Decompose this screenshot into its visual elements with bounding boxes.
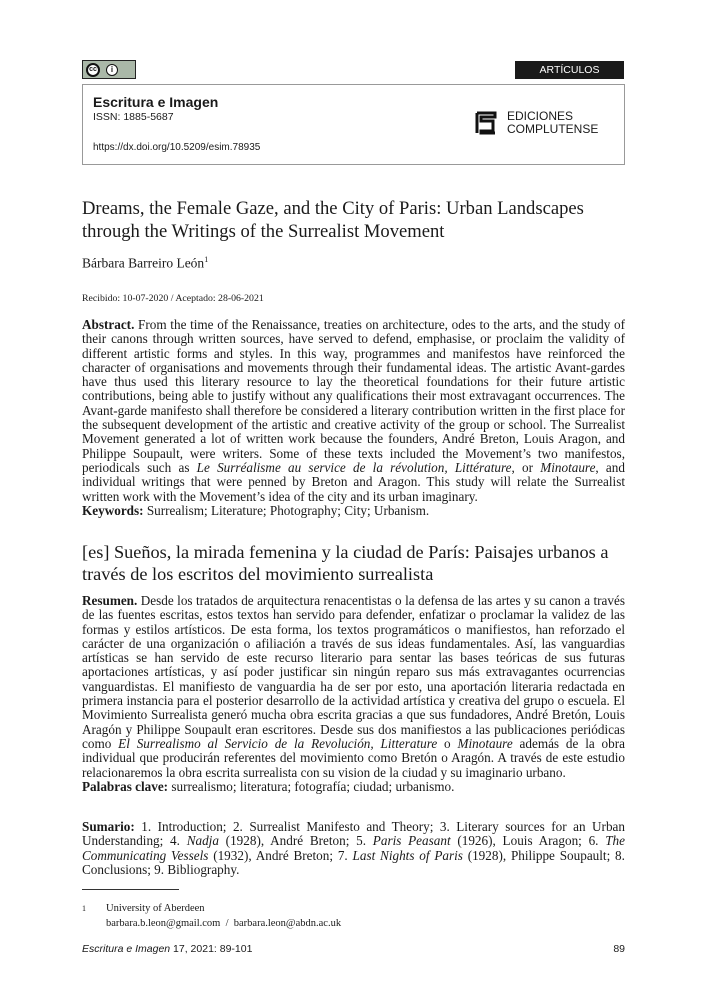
abstract-italic: Minotaure xyxy=(540,459,596,475)
abstract-label: Abstract. xyxy=(82,317,135,332)
footnote-number: 1 xyxy=(82,904,86,913)
sumario-italic: Paris Peasant xyxy=(372,833,451,849)
doi-link[interactable]: https://dx.doi.org/10.5209/esim.78935 xyxy=(93,142,261,153)
abstract-text: , and individual writings that were penned by Breton and Aragon. This study will relate the Surrealist written work with the Movement’s idea of the city and its urban imaginary. xyxy=(82,459,625,504)
footnote-emails[interactable]: barbara.b.leon@gmail.com / barbara.leon@abdn.ac.uk xyxy=(106,918,342,929)
footer-volume: 17, 2021: 89-101 xyxy=(170,943,253,955)
footnote-divider xyxy=(82,889,179,890)
cc-icon: cc xyxy=(86,63,100,77)
footnote-affiliation: University of Aberdeen xyxy=(106,903,205,914)
keywords-label: Keywords: xyxy=(82,502,144,518)
palabras-clave-label: Palabras clave: xyxy=(82,778,169,794)
sumario-italic: Last Nights of Paris xyxy=(352,847,463,863)
author xyxy=(82,255,208,272)
resumen-text: Desde los tratados de arquitectura renacentistas o la defensa de las artes y su canon a través de las fuentes escritas, estos textos han servido para defender, enfatizar o proclamar la validez de las formas y estilos artísticos. De esta forma, los textos programáticos o manifiestos, han reforzado el carácter de una organización o afiliación a través de sus ideas fundamentales. Así, las vanguardias artísticas se han servido de este recurso literario para sentar las bases teóricas de sus futuras aportaciones artísticas, y así poder justificar sin ningún reparo sus más extravagantes ocurrencias vanguardistas. El manifiesto de vanguardia ha de ser por esto, una aportación literaria redactada en primera instancia para el posterior desarrollo de la actividad artística y creativa del grupo o escuela. El Movimiento Surrealista generó mucha obra escrita gracias a que sus fundadores, André Bretón, Louis Aragón y Philippe Soupault eran escritores. Desde sus dos manifiestos a las publicaciones periódicas como xyxy=(82,593,625,751)
sumario xyxy=(82,820,625,877)
abstract-italic: Le Surréalisme au service de la révolution, Littérature xyxy=(196,459,512,475)
publisher-line2: COMPLUTENSE xyxy=(507,122,599,136)
publisher-line1: EDICIONES xyxy=(507,109,574,123)
abstract xyxy=(82,318,625,518)
resumen-label: Resumen. xyxy=(82,593,138,608)
article-title: Dreams, the Female Gaze, and the City of Paris: Urban Landscapes through the Writings of the Surrealist Movement xyxy=(82,198,584,242)
journal-header-box xyxy=(82,84,625,165)
keywords: Surrealism; Literature; Photography; City; Urbanism. xyxy=(143,502,430,518)
journal-issn: ISSN: 1885-5687 xyxy=(93,111,174,123)
resumen xyxy=(82,594,625,794)
sumario-italic: The Communicating Vessels xyxy=(82,833,625,863)
abstract-text: , or xyxy=(511,459,541,475)
footer-citation xyxy=(82,943,252,955)
publisher-logo xyxy=(475,110,598,136)
sumario-text: (1926), Louis Aragon; 6. xyxy=(450,833,606,849)
sumario-label: Sumario: xyxy=(82,819,135,834)
resumen-italic: El Surrealismo al Servicio de la Revolución, Litterature xyxy=(118,735,438,751)
resumen-italic: Minotaure xyxy=(457,735,513,751)
sumario-text: 1. Introduction; 2. Surrealist Manifesto and Theory; 3. Literary sources for an Urban Understanding; 4. xyxy=(82,819,625,849)
section-label: ARTÍCULOS xyxy=(515,61,624,79)
journal-name: Escritura e Imagen xyxy=(93,94,219,110)
author-name: Bárbara Barreiro León xyxy=(82,255,205,271)
sumario-italic: Nadja xyxy=(186,833,219,849)
resumen-text: además de la obra individual que producirán referentes del movimiento como Bretón o Aragón. A través de este estudio relacionaremos la obra escrita surrealista con su vision de la ciudad y su imaginario urbano. xyxy=(82,735,625,780)
ediciones-complutense-logo-icon xyxy=(475,111,497,135)
by-icon: i xyxy=(106,64,118,76)
page-footer xyxy=(82,943,625,955)
resumen-text: o xyxy=(437,735,458,751)
sumario-text: (1928), André Breton; 5. xyxy=(218,833,373,849)
received-accepted-dates: Recibido: 10-07-2020 / Aceptado: 28-06-2021 xyxy=(82,293,264,304)
footnote xyxy=(82,901,341,931)
palabras-clave: surrealismo; literatura; fotografía; ciudad; urbanismo. xyxy=(168,778,455,794)
sumario-text: (1932), André Breton; 7. xyxy=(208,847,353,863)
abstract-text: From the time of the Renaissance, treaties on architecture, odes to the arts, and the study of their canons through written sources, have served to defend, emphasise, or proclaim the validity of different artistic forms and styles. In this way, programmes and manifestos have reinforced the character of organisations and movements through their fundamental ideas. The artistic Avant-gardes have thus used this literary resource to lay the theoretical foundations for their future artistic contributions, being able to justify without any qualifications their most extravagant occurrences. The Avant-garde manifesto shall therefore be considered a literary contribution written in the first place for the subsequent development of the artistic and creative activity of the group or school. The Surrealist Movement generated a lot of written work because the founders, André Breton, Louis Aragon, and Philippe Soupault, were writers. Some of these texts included the Movement’s two manifestos, periodicals such as xyxy=(82,317,625,475)
spanish-title: [es] Sueños, la mirada femenina y la ciudad de París: Paisajes urbanos a través de los escritos del movimiento surrealista xyxy=(82,542,609,584)
footer-journal: Escritura e Imagen xyxy=(82,943,171,955)
cc-by-license-icon xyxy=(82,60,136,79)
footnote-ref[interactable]: 1 xyxy=(204,255,209,264)
page-number: 89 xyxy=(613,943,625,955)
sumario-text: (1928), Philippe Soupault; 8. Conclusions; 9. Bibliography. xyxy=(82,847,625,877)
